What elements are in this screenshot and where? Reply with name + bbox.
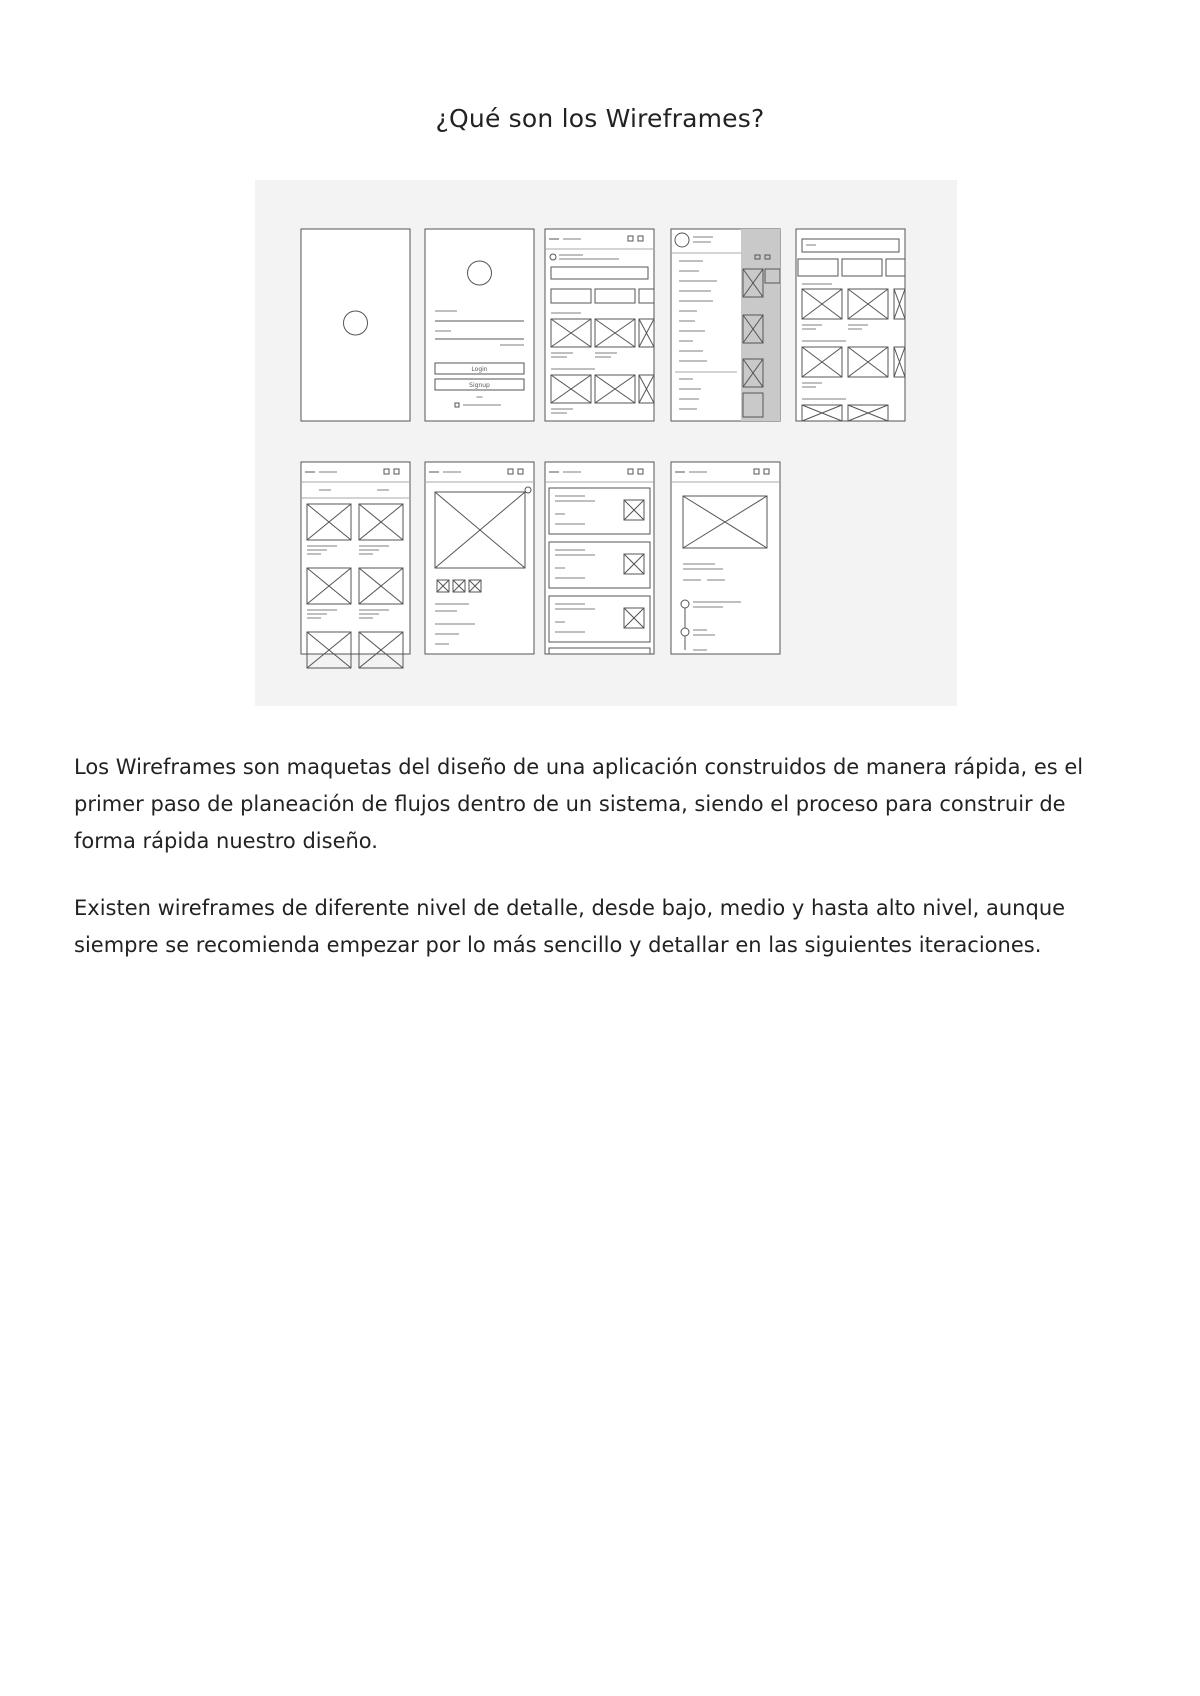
wireframe-cart-screen <box>545 462 654 654</box>
wireframe-product-detail-screen <box>425 462 534 654</box>
wireframe-product-grid-screen <box>301 462 410 668</box>
wireframe-login-screen <box>425 229 534 421</box>
wireframe-home-screen <box>545 229 654 421</box>
wireframe-search-screen <box>796 229 905 421</box>
wireframes-image <box>255 180 957 706</box>
wireframe-splash-screen <box>301 229 410 421</box>
paragraph-levels: Existen wireframes de diferente nivel de detalle, desde bajo, medio y hasta alto nivel, aunque siempre se recomienda empezar por lo más sencillo y detallar en las siguientes iteraciones. <box>74 896 1066 957</box>
page-title: ¿Qué son los Wireframes? <box>435 104 765 133</box>
login-label: Login <box>471 366 488 373</box>
wireframe-order-tracking-screen <box>671 462 780 654</box>
wireframes-illustration <box>255 180 957 706</box>
wireframe-side-menu-screen <box>671 229 780 421</box>
paragraph-intro: Los Wireframes son maquetas del diseño de una aplicación construidos de manera rápida, es el primer paso de planeación de flujos dentro de un sistema, siendo el proceso para construir de forma rápida nuestro diseño. <box>74 755 1084 853</box>
signup-label: Signup <box>469 382 490 389</box>
